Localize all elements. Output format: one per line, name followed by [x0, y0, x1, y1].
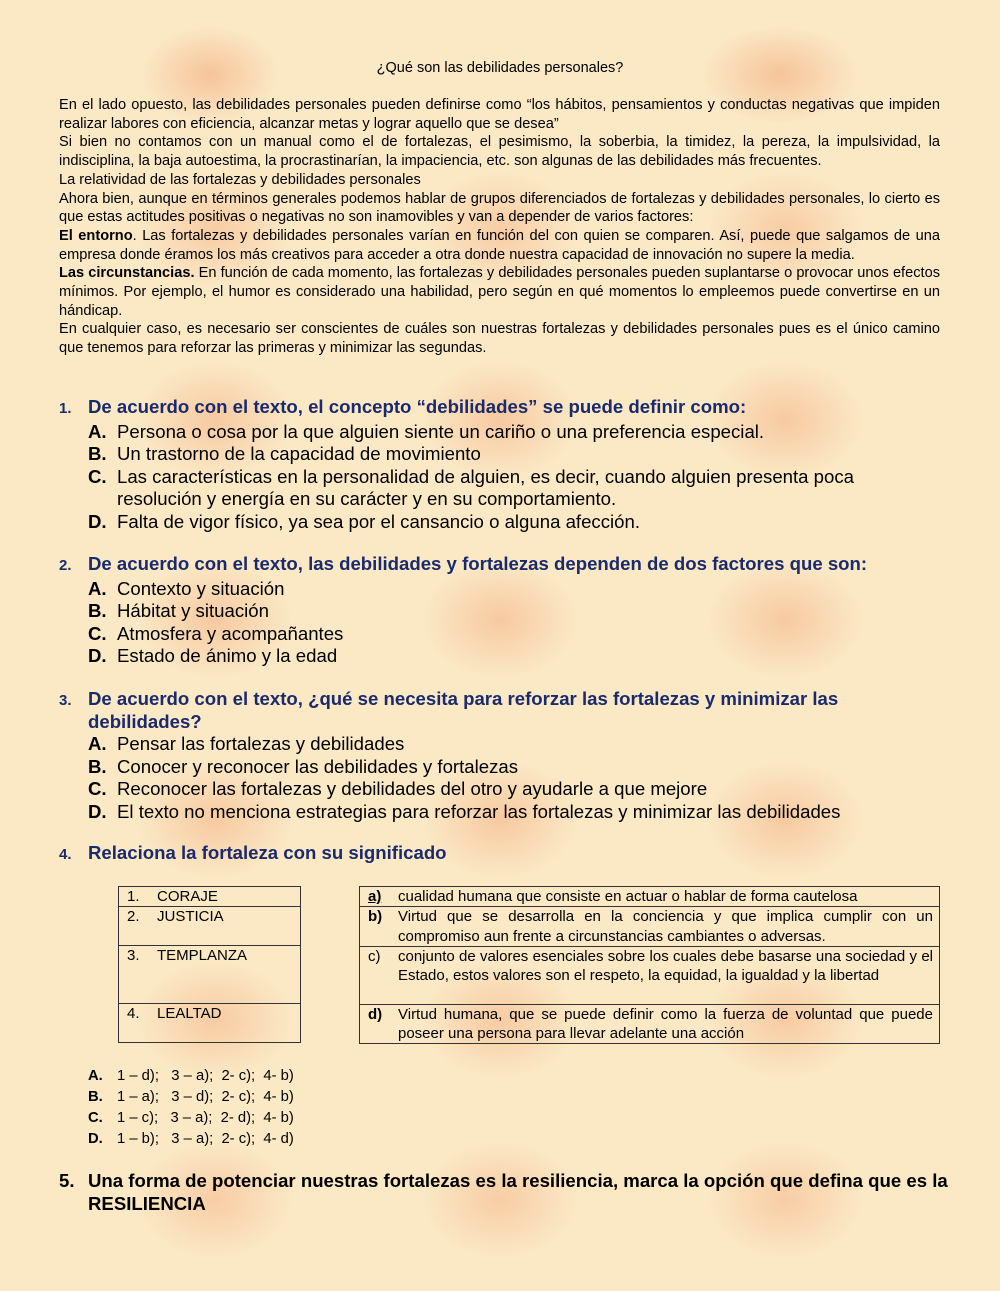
option-letter: A. — [88, 420, 107, 442]
option-letter: D. — [88, 1131, 103, 1147]
option-letter: A. — [88, 733, 107, 754]
item-number: 3. — [127, 947, 140, 965]
option-letter: A. — [88, 1068, 103, 1084]
option-list — [88, 421, 949, 534]
answer-option-d[interactable] — [88, 1129, 294, 1150]
reading-subheading: La relatividad de las fortalezas y debilidades personales — [59, 171, 421, 188]
question-number: 1. — [59, 400, 72, 417]
bold-term: El entorno — [59, 227, 133, 244]
option-b[interactable] — [88, 443, 949, 466]
option-letter: B. — [88, 1089, 103, 1105]
option-letter: B. — [88, 755, 107, 777]
paragraph-text: . Las fortalezas y debilidades personales varían en función del con quien se comparen. Así, puede que salgamos de una empresa donde éramos los más creativos para acceder a otra donde nuestra capacidad de innovación no supere la media. — [59, 227, 940, 263]
answer-option-c[interactable] — [88, 1108, 294, 1129]
item-number: 1. — [127, 888, 140, 905]
page-title: ¿Qué son las debilidades personales? — [376, 60, 624, 76]
item-number: 2. — [127, 908, 140, 926]
option-text: Reconocer las fortalezas y debilidades del otro y ayudarle a que mejore — [117, 778, 708, 799]
option-letter: D. — [88, 645, 107, 666]
option-a[interactable] — [88, 578, 949, 601]
item-label: JUSTICIA — [157, 908, 224, 926]
question-number: 2. — [59, 557, 72, 574]
paragraph-text: En función de cada momento, las fortalezas y debilidades personales pueden suplantarse o provocar unos efectos mínimos. Por ejemplo, el humor es considerado una habilidad, pero según en qué momentos lo empleemos puede convertirse en un hándicap. — [59, 265, 940, 319]
option-text: Un trastorno de la capacidad de movimiento — [117, 443, 481, 464]
option-text: Atmosfera y acompañantes — [117, 622, 344, 644]
question-text: De acuerdo con el texto, el concepto “debilidades” se puede definir como: — [88, 396, 747, 417]
question-text: Una forma de potenciar nuestras fortalezas es la resiliencia, marca la opción que defina que es la RESILIENCIA — [88, 1170, 948, 1214]
question-number: 3. — [59, 692, 72, 709]
meaning-text: conjunto de valores esenciales sobre los cuales debe basarse una sociedad y el Estado, estos valores son el respeto, la equidad, la igualdad y la libertad — [398, 947, 933, 985]
option-letter: B. — [88, 443, 107, 464]
table-cell — [360, 1004, 940, 1044]
table-row — [360, 887, 940, 907]
option-d[interactable] — [88, 645, 949, 668]
reading-paragraph-circunstancias — [59, 264, 940, 320]
option-list — [88, 578, 949, 668]
strengths-table — [118, 886, 301, 1043]
question-heading — [59, 842, 949, 867]
question-number: 5. — [59, 1170, 75, 1191]
answer-option-b[interactable] — [88, 1087, 294, 1108]
table-cell — [119, 946, 301, 1004]
question-text: De acuerdo con el texto, ¿qué se necesita para reforzar las fortalezas y minimizar las debilidades? — [88, 688, 839, 732]
option-text: Estado de ánimo y la edad — [117, 645, 338, 666]
option-letter: C. — [88, 622, 107, 644]
question-1 — [59, 396, 949, 533]
option-d[interactable] — [88, 801, 949, 824]
option-list — [88, 733, 949, 823]
question-number: 4. — [59, 846, 72, 863]
question-heading — [59, 688, 949, 733]
option-b[interactable] — [88, 756, 949, 779]
meaning-text: Virtud que se desarrolla en la conciencia y que implica cumplir con un compromiso aun frente a circunstancias cambiantes o adversas. — [398, 908, 933, 945]
item-label: LEALTAD — [157, 1005, 222, 1023]
option-c[interactable] — [88, 466, 949, 511]
meaning-text: cualidad humana que consiste en actuar o hablar de forma cautelosa — [398, 888, 858, 905]
option-text: 1 – b); 3 – a); 2- c); 4- d) — [117, 1131, 294, 1147]
option-text: 1 – a); 3 – d); 2- c); 4- b) — [117, 1089, 294, 1105]
question-text: De acuerdo con el texto, las debilidades y fortalezas dependen de dos factores que son: — [88, 553, 868, 574]
question-2 — [59, 553, 949, 668]
question-3 — [59, 688, 949, 823]
reading-paragraph: Si bien no contamos con un manual como el de fortalezas, el pesimismo, la soberbia, la timidez, la pereza, la impulsividad, la indisciplina, la baja autoestima, la procrastinarían, la impaciencia, etc. son algunas de las debilidades más frecuentes. — [59, 134, 940, 170]
reading-paragraph-entorno — [59, 227, 940, 264]
option-text: 1 – c); 3 – a); 2- d); 4- b) — [117, 1110, 294, 1126]
question-heading — [59, 553, 949, 578]
table-cell — [119, 1004, 301, 1043]
answer-option-a[interactable] — [88, 1066, 294, 1087]
item-number: 4. — [127, 1005, 140, 1023]
table-row — [360, 1004, 940, 1044]
option-text: El texto no menciona estrategias para reforzar las fortalezas y minimizar las debilidades — [117, 800, 841, 822]
meanings-table — [359, 886, 940, 1044]
option-a[interactable] — [88, 733, 949, 756]
question-4 — [59, 842, 949, 867]
table-row — [360, 907, 940, 947]
table-cell — [119, 907, 301, 946]
table-cell — [360, 907, 940, 947]
option-c[interactable] — [88, 778, 949, 801]
reading-paragraph: En cualquier caso, es necesario ser conscientes de cuáles son nuestras fortalezas y debilidades personales pues es el único camino que tenemos para reforzar las primeras y minimizar las segundas. — [59, 321, 940, 357]
option-letter: B. — [88, 600, 107, 621]
option-text: 1 – d); 3 – a); 2- c); 4- b) — [117, 1068, 294, 1084]
table-cell — [119, 887, 301, 907]
table-cell — [360, 946, 940, 1004]
item-label: TEMPLANZA — [157, 947, 248, 965]
meaning-text: Virtud humana, que se puede definir como la fuerza de voluntad que puede poseer una persona para llevar adelante una acción — [398, 1005, 933, 1043]
option-b[interactable] — [88, 600, 949, 623]
option-letter: D. — [88, 510, 107, 532]
item-label: CORAJE — [157, 888, 218, 905]
question-heading — [59, 396, 949, 421]
reading-paragraph: Ahora bien, aunque en términos generales podemos hablar de grupos diferenciados de fortalezas y debilidades personales, lo cierto es que estas actitudes positivas o negativas no son inamovibles y van a depender de varios factores: — [59, 190, 940, 226]
option-d[interactable] — [88, 511, 949, 534]
option-text: Conocer y reconocer las debilidades y fortalezas — [117, 755, 519, 777]
option-letter: A. — [88, 577, 107, 599]
option-text: Contexto y situación — [117, 577, 285, 599]
option-text: Persona o cosa por la que alguien siente un cariño o una preferencia especial. — [117, 420, 765, 442]
table-row — [119, 1004, 301, 1043]
option-text: Las características en la personalidad de alguien, es decir, cuando alguien presenta poca resolución y energía en su carácter y en su comportamiento. — [117, 465, 855, 509]
question-5 — [59, 1170, 949, 1215]
meaning-letter: c) — [368, 947, 381, 965]
option-text: Falta de vigor físico, ya sea por el cansancio o alguna afección. — [117, 510, 640, 532]
option-text: Pensar las fortalezas y debilidades — [117, 733, 405, 754]
table-row — [119, 946, 301, 1004]
answer-options — [88, 1066, 294, 1150]
bold-term: Las circunstancias. — [59, 265, 195, 282]
option-letter: C. — [88, 778, 107, 799]
option-letter: C. — [88, 1110, 103, 1126]
table-cell — [360, 887, 940, 907]
option-text: Hábitat y situación — [117, 600, 269, 621]
reading-paragraph: En el lado opuesto, las debilidades personales pueden definirse como “los hábitos, pensamientos y conductas negativas que impiden realizar labores con eficiencia, alcanzar metas y lograr aquello que se desea” — [59, 97, 940, 132]
table-row — [119, 887, 301, 907]
question-text: Relaciona la fortaleza con su significado — [88, 842, 447, 863]
meaning-letter: d) — [368, 1005, 383, 1023]
table-row — [360, 946, 940, 1004]
option-c[interactable] — [88, 623, 949, 646]
meaning-letter: b) — [368, 908, 383, 926]
meaning-letter: a) — [368, 888, 382, 905]
reading-passage — [59, 96, 940, 358]
option-letter: C. — [88, 465, 107, 487]
table-row — [119, 907, 301, 946]
option-a[interactable] — [88, 421, 949, 444]
option-letter: D. — [88, 800, 107, 822]
